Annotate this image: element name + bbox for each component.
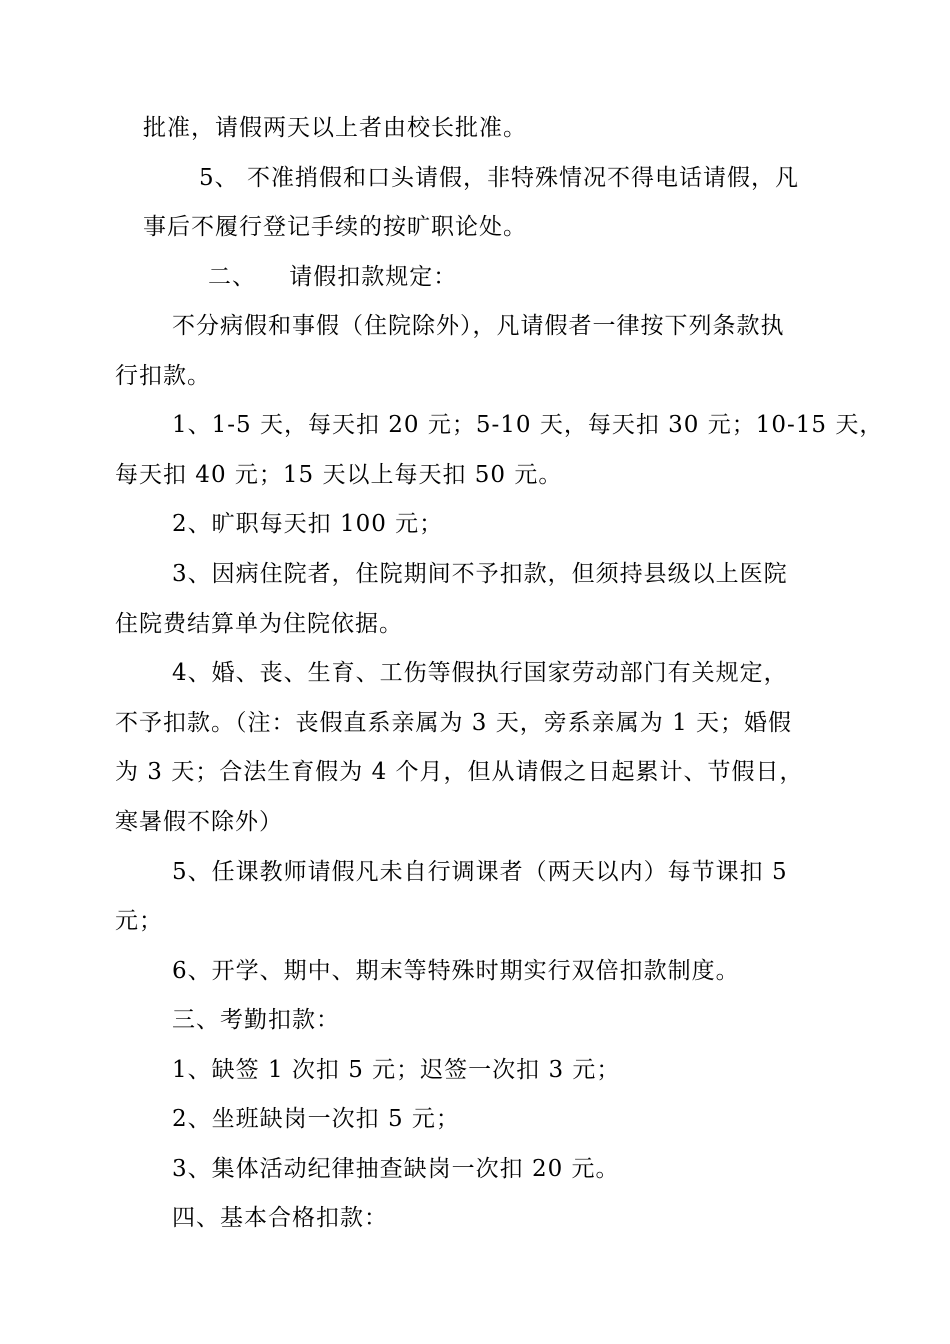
section-heading: 四、基本合格扣款： xyxy=(172,1205,388,1231)
text-line: 批准，请假两天以上者由校长批准。 xyxy=(143,115,527,141)
text-line: 3、集体活动纪律抽查缺岗一次扣 20 元。 xyxy=(172,1156,620,1182)
text-line: 事后不履行登记手续的按旷职论处。 xyxy=(143,214,527,240)
text-line: 3、因病住院者，住院期间不予扣款，但须持县级以上医院 xyxy=(172,561,788,587)
text-line: 5、任课教师请假凡未自行调课者（两天以内）每节课扣 5 xyxy=(172,859,788,885)
text-line: 行扣款。 xyxy=(115,363,211,389)
text-line: 每天扣 40 元；15 天以上每天扣 50 元。 xyxy=(115,462,563,488)
text-line: 2、坐班缺岗一次扣 5 元； xyxy=(172,1106,460,1132)
section-heading: 二、 请假扣款规定： xyxy=(208,264,458,290)
text-line: 5、 不准捎假和口头请假，非特殊情况不得电话请假，凡 xyxy=(199,165,799,191)
text-line: 不予扣款。（注：丧假直系亲属为 3 天，旁系亲属为 1 天；婚假 xyxy=(115,710,793,736)
text-line: 4、婚、丧、生育、工伤等假执行国家劳动部门有关规定， xyxy=(172,660,788,686)
text-line: 寒暑假不除外） xyxy=(115,809,283,835)
text-line: 元； xyxy=(115,908,163,934)
text-line: 1、缺签 1 次扣 5 元；迟签一次扣 3 元； xyxy=(172,1057,621,1083)
text-line: 2、旷职每天扣 100 元； xyxy=(172,511,444,537)
section-heading: 三、考勤扣款： xyxy=(172,1007,340,1033)
text-line: 住院费结算单为住院依据。 xyxy=(115,611,403,637)
text-line: 1、1-5 天，每天扣 20 元；5-10 天，每天扣 30 元；10-15 天， xyxy=(172,412,884,438)
text-line: 6、开学、期中、期末等特殊时期实行双倍扣款制度。 xyxy=(172,958,740,984)
text-line: 为 3 天；合法生育假为 4 个月，但从请假之日起累计、节假日， xyxy=(115,759,804,785)
text-line: 不分病假和事假（住院除外），凡请假者一律按下列条款执 xyxy=(172,313,785,339)
